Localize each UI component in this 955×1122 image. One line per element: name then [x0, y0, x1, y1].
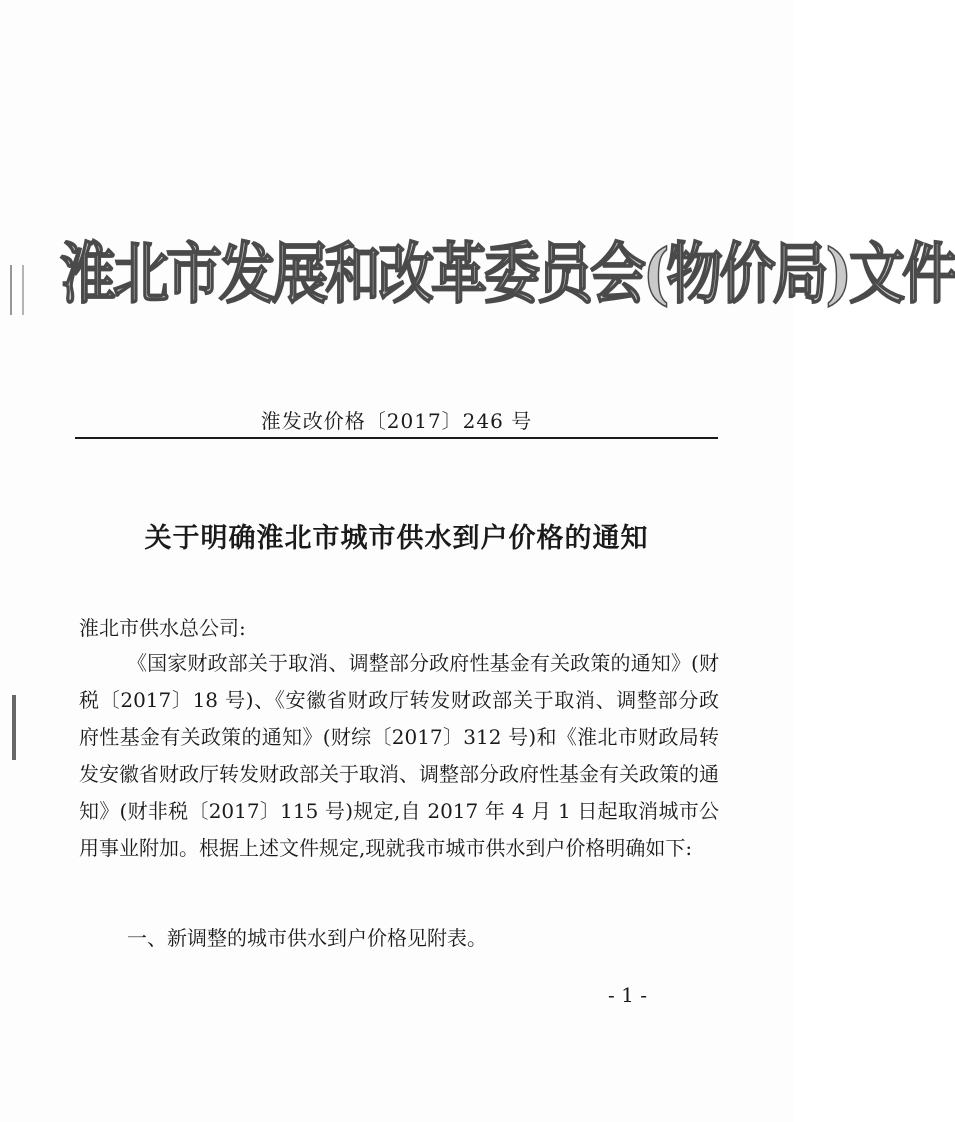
binding-hole-mark — [10, 265, 24, 315]
header-divider — [75, 437, 718, 439]
page-number: - 1 - — [608, 983, 647, 1007]
binding-staple-mark — [12, 695, 16, 760]
document-number: 淮发改价格〔2017〕246 号 — [260, 409, 533, 433]
recipient-line: 淮北市供水总公司: — [79, 616, 246, 640]
body-paragraph: 《国家财政部关于取消、调整部分政府性基金有关政策的通知》(财税〔2017〕18 号)、《安徽省财政厅转发财政部关于取消、调整部分政府性基金有关政策的通知》(财综〔2017〕312 号)和《淮北市财政局转发安徽省财政厅转发财政部关于取消、调整部分政府性基金有关政策的通知》(财非税〔2017〕115 号)规定,自 2017 年 4 月 1 日起取消城市公用事业附加。根据上述文件规定,现就我市城市供水到户价格明确如下: — [79, 651, 719, 860]
document-title: 关于明确淮北市城市供水到户价格的通知 — [144, 523, 649, 554]
issuer-header: 淮北市发展和改革委员会(物价局)文件 — [60, 234, 955, 313]
list-item-one: 一、新调整的城市供水到户价格见附表。 — [127, 926, 487, 950]
